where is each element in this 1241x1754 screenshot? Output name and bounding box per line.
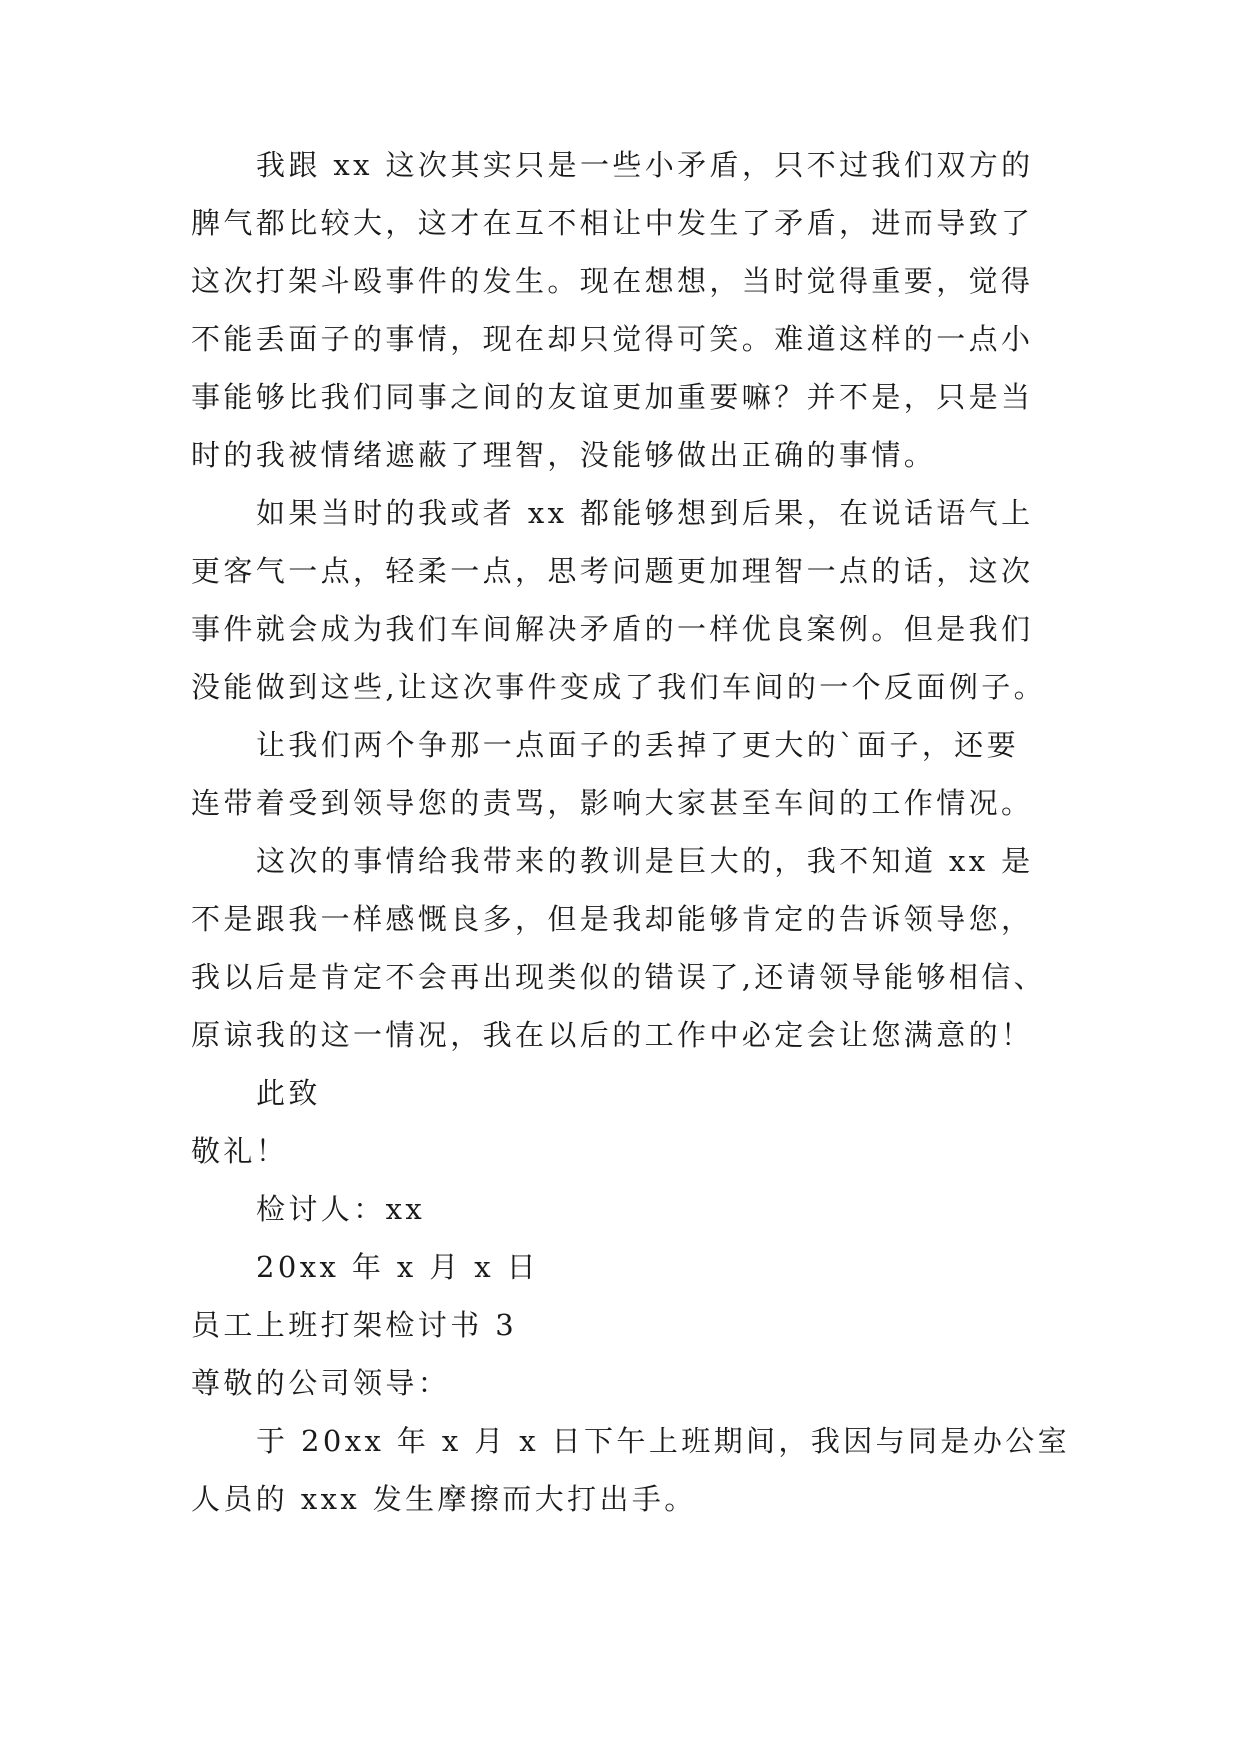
text-line: 检讨人：xx bbox=[256, 1192, 426, 1226]
text-line: 我以后是肯定不会再出现类似的错误了,还请领导能够相信、 bbox=[191, 960, 1047, 994]
text-line: 尊敬的公司领导： bbox=[191, 1366, 451, 1400]
text-line: 员工上班打架检讨书 3 bbox=[191, 1308, 518, 1342]
text-line: 不能丢面子的事情，现在却只觉得可笑。难道这样的一点小 bbox=[191, 322, 1034, 356]
text-line: 没能做到这些,让这次事件变成了我们车间的一个反面例子。 bbox=[191, 670, 1047, 704]
text-line: 这次的事情给我带来的教训是巨大的，我不知道 xx 是 bbox=[256, 844, 1034, 878]
text-line: 这次打架斗殴事件的发生。现在想想，当时觉得重要，觉得 bbox=[191, 264, 1034, 298]
text-line: 连带着受到领导您的责骂，影响大家甚至车间的工作情况。 bbox=[191, 786, 1034, 820]
text-line: 如果当时的我或者 xx 都能够想到后果，在说话语气上 bbox=[256, 496, 1034, 530]
text-line: 事件就会成为我们车间解决矛盾的一样优良案例。但是我们 bbox=[191, 612, 1034, 646]
text-line: 脾气都比较大，这才在互不相让中发生了矛盾，进而导致了 bbox=[191, 206, 1034, 240]
text-line: 于 20xx 年 x 月 x 日下午上班期间，我因与同是办公室 bbox=[256, 1424, 1071, 1458]
text-line: 20xx 年 x 月 x 日 bbox=[256, 1250, 540, 1284]
text-line: 事能够比我们同事之间的友谊更加重要嘛？并不是，只是当 bbox=[191, 380, 1034, 414]
text-line: 人员的 xxx 发生摩擦而大打出手。 bbox=[191, 1482, 697, 1516]
text-line: 原谅我的这一情况，我在以后的工作中必定会让您满意的！ bbox=[191, 1018, 1034, 1052]
text-line: 不是跟我一样感慨良多，但是我却能够肯定的告诉领导您， bbox=[191, 902, 1034, 936]
text-line: 让我们两个争那一点面子的丢掉了更大的`面子，还要 bbox=[256, 728, 1020, 762]
text-line: 时的我被情绪遮蔽了理智，没能够做出正确的事情。 bbox=[191, 438, 937, 472]
text-line: 更客气一点，轻柔一点，思考问题更加理智一点的话，这次 bbox=[191, 554, 1034, 588]
text-line: 敬礼！ bbox=[191, 1134, 289, 1168]
text-line: 此致 bbox=[256, 1076, 321, 1110]
text-line: 我跟 xx 这次其实只是一些小矛盾，只不过我们双方的 bbox=[256, 148, 1034, 182]
